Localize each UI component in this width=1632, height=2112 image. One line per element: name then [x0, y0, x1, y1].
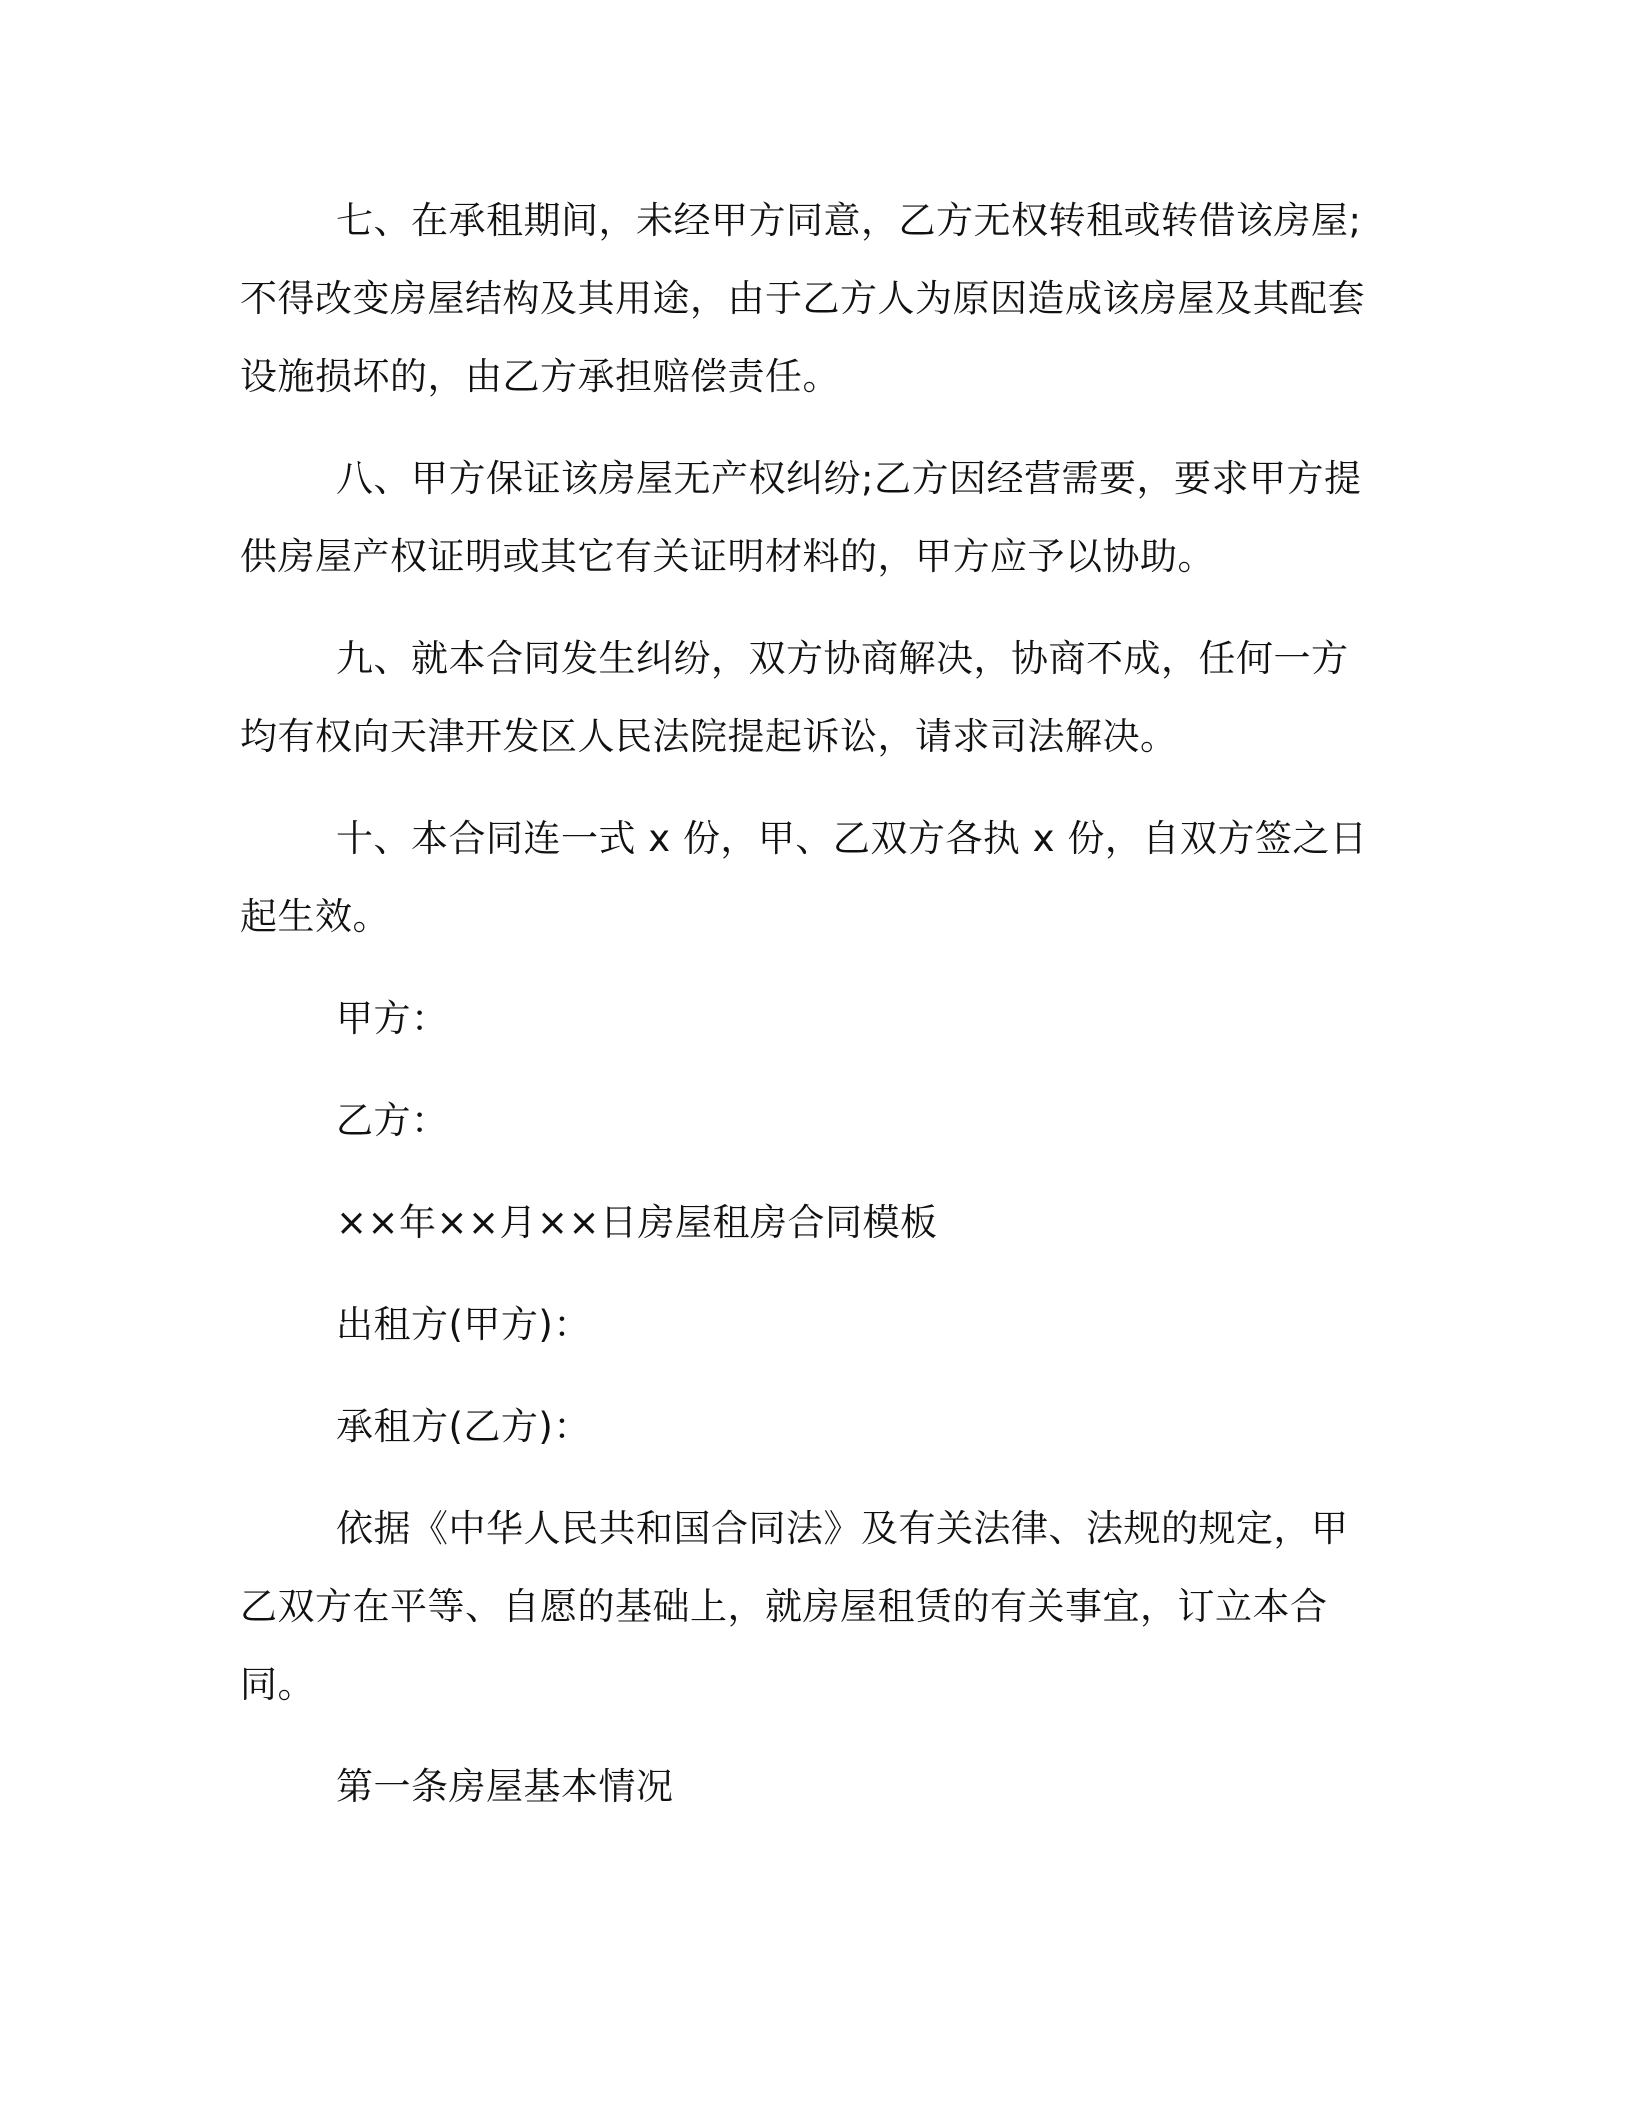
clause-nine: 九、就本合同发生纠纷，双方协商解决，协商不成，任何一方均有权向天津开发区人民法院提起诉讼，请求司法解决。 [240, 637, 1349, 758]
template-title: ××年××月××日房屋租房合同模板 [336, 1201, 938, 1244]
document-body [240, 182, 1380, 1826]
clause-eight: 八、甲方保证该房屋无产权纠纷;乙方因经营需要，要求甲方提供房屋产权证明或其它有关证明材料的，甲方应予以协助。 [240, 457, 1362, 578]
paragraph-spacer [240, 1724, 1380, 1748]
article-one-heading: 第一条房屋基本情况 [336, 1765, 674, 1808]
paragraph-spacer [240, 596, 1380, 620]
paragraph-spacer [240, 1160, 1380, 1184]
paragraph-spacer [240, 1466, 1380, 1490]
clause-seven: 七、在承租期间，未经甲方同意，乙方无权转租或转借该房屋;不得改变房屋结构及其用途，由于乙方人为原因造成该房屋及其配套设施损坏的，由乙方承担赔偿责任。 [240, 199, 1365, 398]
paragraph-spacer [240, 956, 1380, 980]
paragraph-spacer [240, 1364, 1380, 1388]
preamble-paragraph: 依据《中华人民共和国合同法》及有关法律、法规的规定，甲乙双方在平等、自愿的基础上，就房屋租赁的有关事宜，订立本合同。 [240, 1507, 1349, 1706]
paragraph-spacer [240, 776, 1380, 800]
lessee-line: 承租方(乙方)： [336, 1405, 591, 1448]
lessor-line: 出租方(甲方)： [336, 1303, 591, 1346]
paragraph-spacer [240, 1262, 1380, 1286]
party-b-signature: 乙方： [336, 1099, 449, 1142]
clause-ten: 十、本合同连一式 x 份，甲、乙双方各执 x 份，自双方签之日起生效。 [240, 817, 1368, 938]
paragraph-spacer [240, 416, 1380, 440]
paragraph-spacer [240, 1058, 1380, 1082]
party-a-signature: 甲方： [336, 997, 449, 1040]
